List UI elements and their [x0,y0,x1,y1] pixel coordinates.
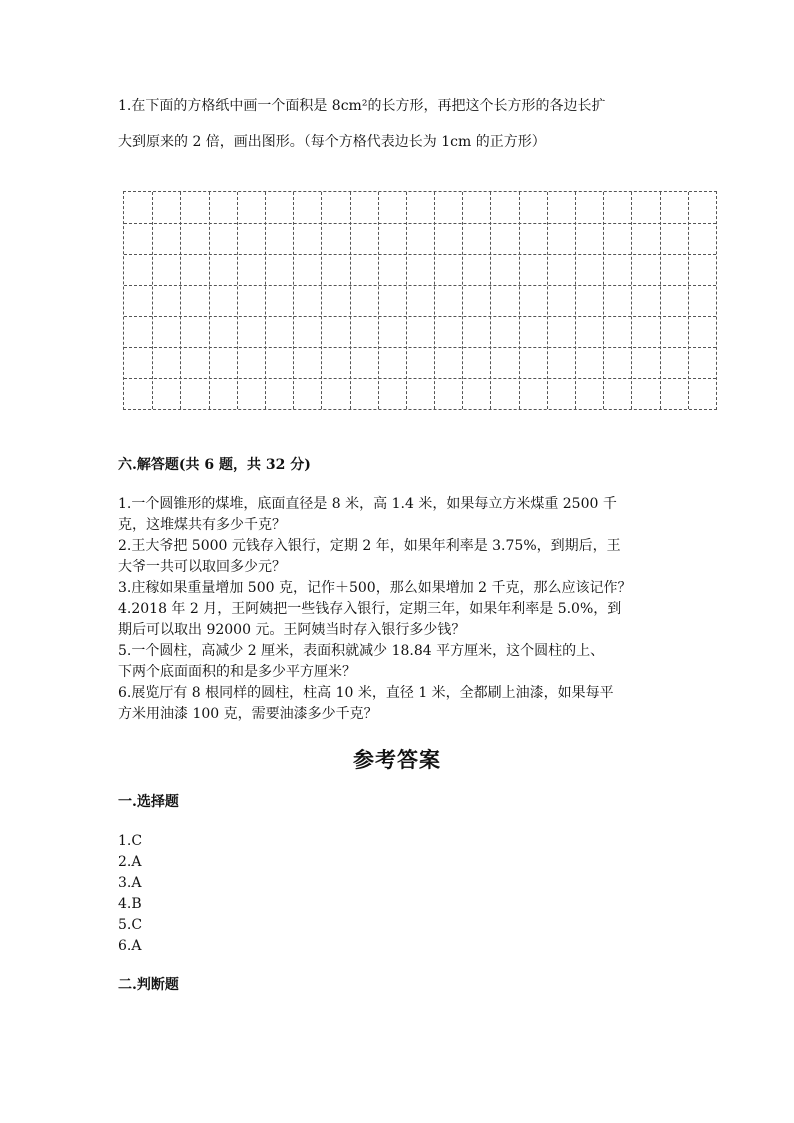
section6-line: 克，这堆煤共有多少千克？ [118,517,286,533]
answer-item: 2.A [118,854,142,870]
grid-line-vertical [660,192,661,409]
answer-item: 6.A [118,938,142,954]
grid-line-vertical [406,192,407,409]
section6-line: 2.王大爷把 5000 元钱存入银行，定期 2 年，如果年利率是 3.75%，到期后，王 [118,538,621,554]
grid-line-horizontal [124,347,716,348]
section6-line: 6.展览厅有 8 根同样的圆柱，柱高 10 米，直径 1 米，全都刷上油漆，如果每平 [118,685,614,701]
section6-line: 4.2018 年 2 月，王阿姨把一些钱存入银行，定期三年，如果年利率是 5.0%，到 [118,601,622,617]
grid-line-vertical [490,192,491,409]
answers-section1-heading: 一.选择题 [118,794,179,810]
grid-line-horizontal [124,316,716,317]
section6-line: 5.一个圆柱，高减少 2 厘米，表面积就减少 18.84 平方厘米，这个圆柱的上、 [118,643,605,659]
grid-line-vertical [547,192,548,409]
answers-title: 参考答案 [353,747,441,772]
answer-item: 5.C [118,917,143,933]
answers-section2-heading: 二.判断题 [118,977,179,993]
grid-line-vertical [519,192,520,409]
grid-line-vertical [180,192,181,409]
section6-heading: 六.解答题(共 6 题，共 32 分) [118,457,311,473]
grid-line-vertical [603,192,604,409]
grid-line-vertical [321,192,322,409]
section6-line: 3.庄稼如果重量增加 500 克，记作＋500，那么如果增加 2 千克，那么应该记作？ [118,580,632,596]
section6-line: 1.一个圆锥形的煤堆，底面直径是 8 米，高 1.4 米，如果每立方米煤重 2500 千 [118,496,617,512]
answer-item: 1.C [118,833,143,849]
grid-paper [123,191,717,410]
grid-line-horizontal [124,285,716,286]
grid-line-vertical [350,192,351,409]
grid-line-vertical [152,192,153,409]
grid-line-vertical [575,192,576,409]
grid-line-vertical [688,192,689,409]
grid-line-vertical [209,192,210,409]
grid-line-vertical [631,192,632,409]
grid-line-vertical [378,192,379,409]
question-line-1: 1.在下面的方格纸中画一个面积是 8cm²的长方形，再把这个长方形的各边长扩 [118,98,606,114]
grid-line-horizontal [124,254,716,255]
grid-line-vertical [265,192,266,409]
section6-line: 期后可以取出 92000 元。王阿姨当时存入银行多少钱？ [118,622,466,638]
section6-line: 大爷一共可以取回多少元？ [118,559,286,575]
grid-line-vertical [237,192,238,409]
grid-line-horizontal [124,223,716,224]
answer-item: 4.B [118,896,142,912]
grid-line-horizontal [124,378,716,379]
grid-line-vertical [293,192,294,409]
grid-line-vertical [462,192,463,409]
section6-line: 方米用油漆 100 克，需要油漆多少千克？ [118,706,378,722]
question-line-2: 大到原来的 2 倍，画出图形。（每个方格代表边长为 1cm 的正方形） [118,134,546,150]
section6-line: 下两个底面面积的和是多少平方厘米？ [118,664,356,680]
answer-item: 3.A [118,875,142,891]
grid-line-vertical [434,192,435,409]
